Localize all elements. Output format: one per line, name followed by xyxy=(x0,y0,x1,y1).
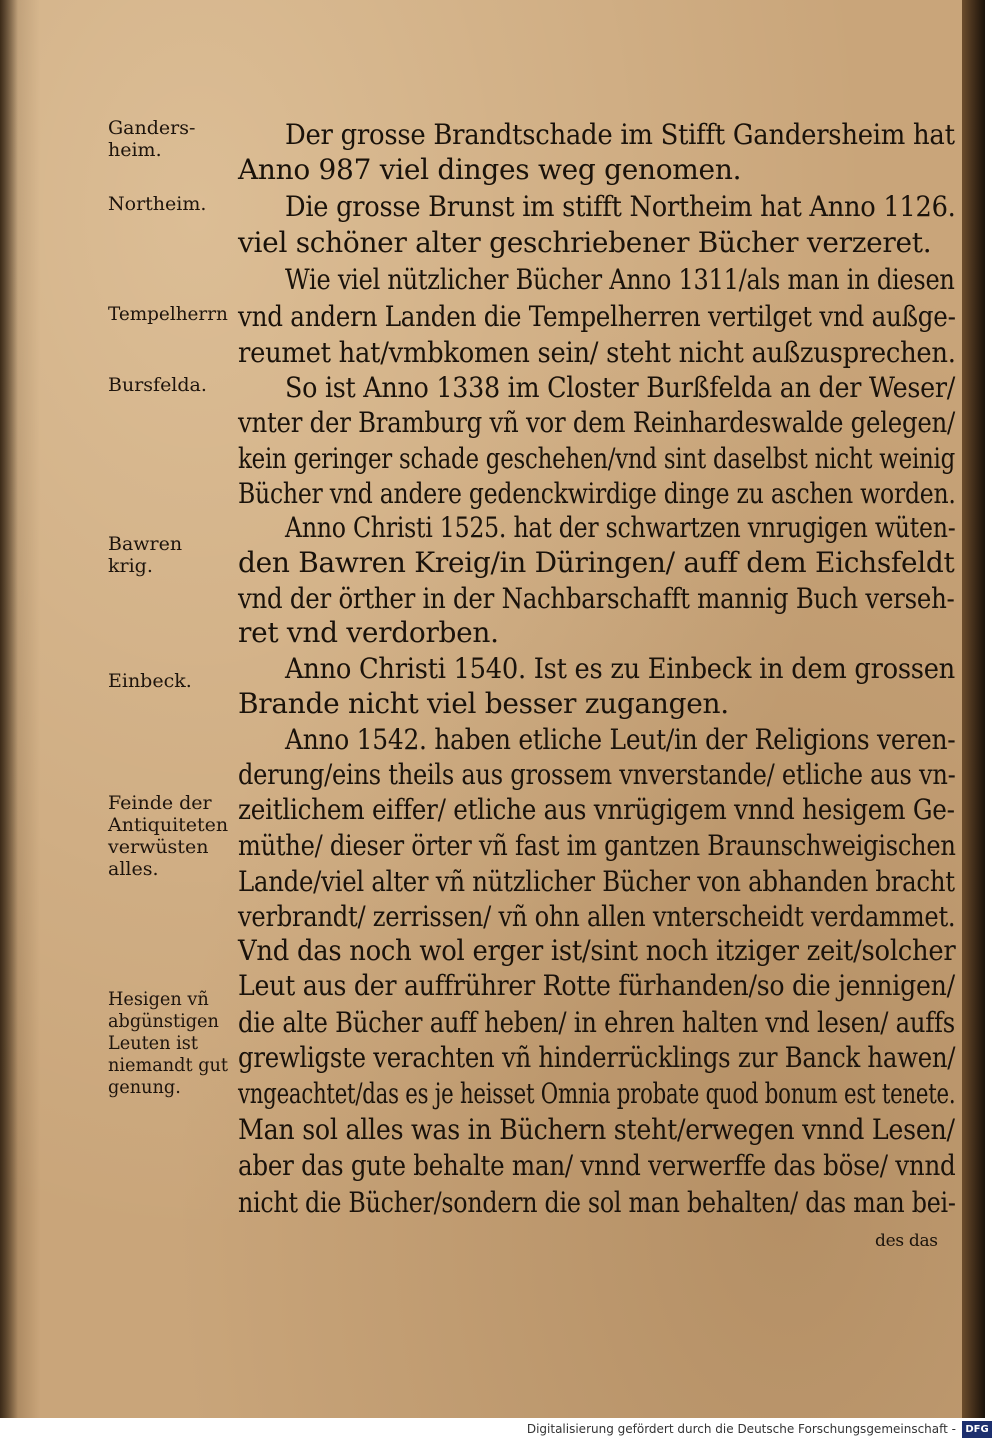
dfg-logo-icon: DFG xyxy=(962,1421,992,1438)
text-line: den Bawren Kreig/in Düringen/ auff dem Eichsfeldt xyxy=(238,546,955,579)
text-line: reumet hat/vmbkomen sein/ steht nicht außzusprechen. xyxy=(238,336,956,369)
margin-note-feinde: Feinde der Antiquiteten verwüsten alles. xyxy=(108,792,229,880)
text-line: nicht die Bücher/sondern die sol man behalten/ das man bei- xyxy=(238,1186,956,1219)
margin-note-einbeck: Einbeck. xyxy=(108,670,192,692)
text-line: Bücher vnd andere gedenckwirdige dinge zu aschen worden. xyxy=(238,477,956,510)
text-line: Die grosse Brunst im stifft Northeim hat Anno 1126. xyxy=(285,190,956,223)
text-line: grewligste verachten vñ hinderrücklings zur Banck hawen/ xyxy=(238,1041,956,1074)
text-line: die alte Bücher auff heben/ in ehren halten vnd lesen/ auffs xyxy=(238,1006,955,1039)
margin-note-northeim: Northeim. xyxy=(108,193,207,215)
margin-note-gandersheim: Ganders- heim. xyxy=(108,117,196,161)
text-line: ret vnd verdorben. xyxy=(238,616,499,649)
text-line: aber das gute behalte man/ vnnd verwerffe das böse/ vnnd xyxy=(238,1149,956,1182)
text-line: Anno 987 viel dinges weg genomen. xyxy=(238,153,742,186)
margin-note-hesigen: Hesigen vñ abgünstigen Leuten ist niemandt gut genung. xyxy=(108,988,228,1098)
text-line: Anno 1542. haben etliche Leut/in der Religions veren- xyxy=(285,723,956,756)
text-line: Brande nicht viel besser zugangen. xyxy=(238,687,729,720)
text-line: vngeachtet/das es je heisset Omnia probate quod bonum est tenete. xyxy=(238,1077,956,1110)
footer-bar xyxy=(0,1418,1000,1443)
text-line: Anno Christi 1525. hat der schwartzen vnrugigen wüten- xyxy=(285,511,956,544)
text-line: derung/eins theils aus grossem vnverstande/ etliche aus vn- xyxy=(238,758,956,791)
text-line: vnter der Bramburg vñ vor dem Reinhardeswalde gelegen/ xyxy=(238,406,955,439)
text-line: Wie viel nützlicher Bücher Anno 1311/als man in diesen xyxy=(285,263,955,296)
text-line: zeitlichem eiffer/ etliche aus vnrügigem vnnd hesigem Ge- xyxy=(238,793,955,826)
margin-note-bawrenkrig: Bawren krig. xyxy=(108,533,183,577)
text-line: verbrandt/ zerrissen/ vñ ohn allen vnterscheidt verdammet. xyxy=(238,900,956,933)
text-line: kein geringer schade geschehen/vnd sint daselbst nicht weinig xyxy=(238,442,956,475)
text-line: Man sol alles was in Büchern steht/erwegen vnnd Lesen/ xyxy=(238,1113,955,1146)
text-line: müthe/ dieser örter vñ fast im gantzen Braunschweigischen xyxy=(238,829,956,862)
text-line: vnd der örther in der Nachbarschafft mannig Buch verseh- xyxy=(238,582,955,615)
text-line: vnd andern Landen die Tempelherren vertilget vnd außge- xyxy=(238,300,956,333)
text-line: So ist Anno 1338 im Closter Burßfelda an der Weser/ xyxy=(285,371,956,404)
margin-note-bursfelda: Bursfelda. xyxy=(108,374,207,396)
margin-note-tempelherrn: Tempelherrn xyxy=(108,303,228,325)
page-edge xyxy=(962,0,985,1418)
text-line: Der grosse Brandtschade im Stifft Gandersheim hat xyxy=(285,118,955,151)
text-line: viel schöner alter geschriebener Bücher verzeret. xyxy=(238,226,932,259)
text-line: Lande/viel alter vñ nützlicher Bücher von abhanden bracht xyxy=(238,865,955,898)
text-line: Anno Christi 1540. Ist es zu Einbeck in dem grossen xyxy=(285,652,955,685)
catchword: des das xyxy=(875,1231,938,1251)
funding-notice: Digitalisierung gefördert durch die Deutsche Forschungsgemeinschaft - xyxy=(526,1422,956,1436)
text-line: Leut aus der auffrührer Rotte fürhanden/so die jennigen/ xyxy=(238,969,955,1002)
text-line: Vnd das noch wol erger ist/sint noch itziger zeit/solcher xyxy=(238,934,956,967)
gutter-shadow xyxy=(0,0,18,1418)
